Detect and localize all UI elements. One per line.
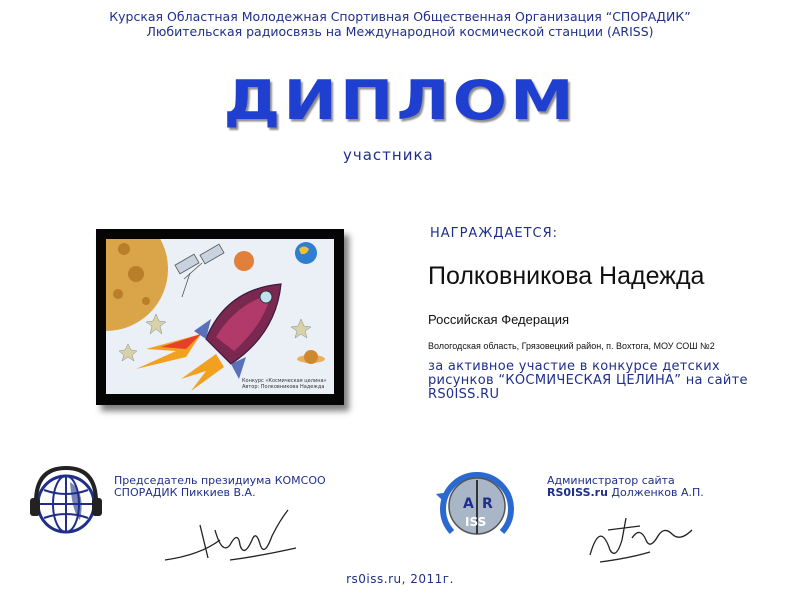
drawing-frame (96, 229, 344, 405)
right-signature-line2 (547, 487, 704, 499)
sporadik-globe-logo (26, 462, 106, 542)
right-signature-name: Долженков А.П. (607, 486, 704, 499)
right-handwritten-signature (580, 500, 700, 570)
diploma-title: ДИПЛОМ (223, 69, 577, 133)
diploma-subtitle: участника (343, 146, 434, 164)
award-reason: за активное участие в конкурсе детских рисунков “КОСМИЧЕСКАЯ ЦЕЛИНА” на сайте RS0ISS.RU (428, 359, 748, 402)
left-handwritten-signature (160, 500, 300, 570)
ariss-letter-r: R (482, 496, 493, 512)
child-drawing-image (106, 239, 334, 394)
left-signature-line1: Председатель президиума КОМСОО (114, 474, 326, 487)
drawing-caption (242, 378, 332, 390)
awarded-label: НАГРАЖДАЕТСЯ: (430, 226, 559, 241)
ariss-logo (432, 462, 522, 546)
right-signature-line1: Администратор сайта (547, 474, 675, 487)
header-program: Любительская радиосвязь на Международной космической станции (ARISS) (146, 24, 654, 39)
ariss-letters-iss: ISS (465, 515, 487, 529)
header-organization: Курская Областная Молодежная Спортивная Общественная Организация “СПОРАДИК” (109, 9, 691, 24)
rocket-drawing (106, 239, 334, 394)
recipient-name: Полковникова Надежда (428, 262, 705, 290)
right-signature-title (547, 475, 704, 499)
ariss-letter-a: A (463, 496, 474, 512)
drawing-caption-line1: Конкурс «Космическая целина» (242, 378, 327, 384)
left-signature-line2: СПОРАДИК Пиккиев В.А. (114, 486, 256, 499)
left-signature-title (114, 475, 326, 499)
drawing-caption-line2: Автор: Полковникова Надежда (242, 384, 325, 390)
right-signature-site: RS0ISS.ru (547, 486, 608, 499)
recipient-address: Вологодская область, Грязовецкий район, п. Вохтога, МОУ СОШ №2 (428, 341, 715, 351)
footer-site-year: rs0iss.ru, 2011г. (346, 572, 454, 586)
recipient-country: Российская Федерация (428, 312, 570, 327)
